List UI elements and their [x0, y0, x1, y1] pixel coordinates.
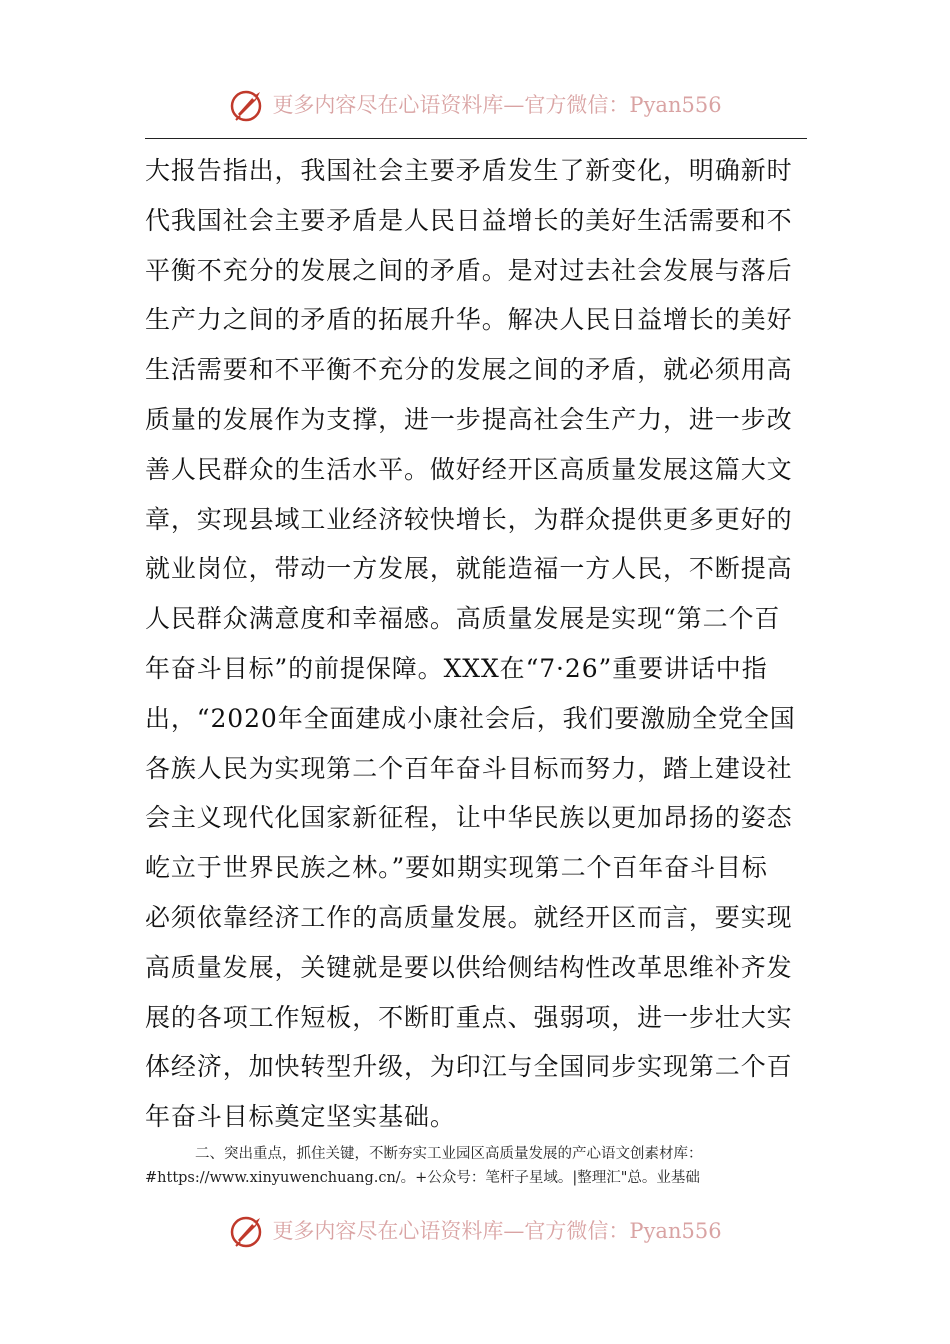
body-line: 代我国社会主要矛盾是人民日益增长的美好生活需要和不 — [145, 205, 793, 235]
footnote-line: 二、突出重点，抓住关键，不断夯实工业园区高质量发展的产心语文创素材库： — [195, 1146, 703, 1162]
document-body — [145, 146, 810, 1142]
body-line: 必须依靠经济工作的高质量发展。就经开区而言，要实现 — [145, 902, 793, 932]
body-line: 人民群众满意度和幸福感。高质量发展是实现“第二个百 — [145, 604, 781, 634]
body-line: 生活需要和不平衡不充分的发展之间的矛盾，就必须用高 — [145, 355, 793, 385]
body-line: 高质量发展，关键就是要以供给侧结构性改革思维补齐发 — [145, 952, 793, 982]
body-line: 章，实现县域工业经济较快增长，为群众提供更多更好的 — [145, 504, 793, 534]
pen-nib-logo-icon — [228, 84, 268, 124]
body-line: 体经济，加快转型升级，为印江与全国同步实现第二个百 — [145, 1052, 793, 1082]
footer-banner — [0, 1210, 950, 1250]
body-line: 就业岗位，带动一方发展，就能造福一方人民，不断提高 — [145, 554, 793, 584]
body-line: 善人民群众的生活水平。做好经开区高质量发展这篇大文 — [145, 454, 793, 484]
header-banner-text: 更多内容尽在心语资料库—官方微信：Pyan556 — [272, 93, 722, 117]
body-line: 质量的发展作为支撑，进一步提高社会生产力，进一步改 — [145, 404, 793, 434]
body-line: 会主义现代化国家新征程，让中华民族以更加昂扬的姿态 — [145, 803, 793, 833]
body-line: 屹立于世界民族之林。”要如期实现第二个百年奋斗目标 — [145, 853, 768, 883]
footer-banner-text: 更多内容尽在心语资料库—官方微信：Pyan556 — [272, 1219, 722, 1243]
header-divider — [145, 138, 807, 139]
header-banner — [0, 84, 950, 124]
body-line: 展的各项工作短板，不断盯重点、强弱项，进一步壮大实 — [145, 1002, 793, 1032]
body-line: 各族人民为实现第二个百年奋斗目标而努力，踏上建设社 — [145, 753, 793, 783]
pen-nib-logo-icon — [228, 1210, 268, 1250]
body-line: 出，“2020年全面建成小康社会后，我们要激励全党全国 — [145, 703, 796, 733]
body-line: 年奋斗目标”的前提保障。XXX在“7·26”重要讲话中指 — [145, 653, 768, 683]
footnote-line: #https://www.xinyuwenchuang.cn/。+公众号：笔杆子星域。|整理汇"总。业基础 — [145, 1170, 700, 1186]
body-line: 平衡不充分的发展之间的矛盾。是对过去社会发展与落后 — [145, 255, 793, 285]
body-line: 生产力之间的矛盾的拓展升华。解决人民日益增长的美好 — [145, 305, 793, 335]
body-line: 年奋斗目标奠定坚实基础。 — [145, 1102, 456, 1132]
body-line: 大报告指出，我国社会主要矛盾发生了新变化，明确新时 — [145, 156, 793, 185]
